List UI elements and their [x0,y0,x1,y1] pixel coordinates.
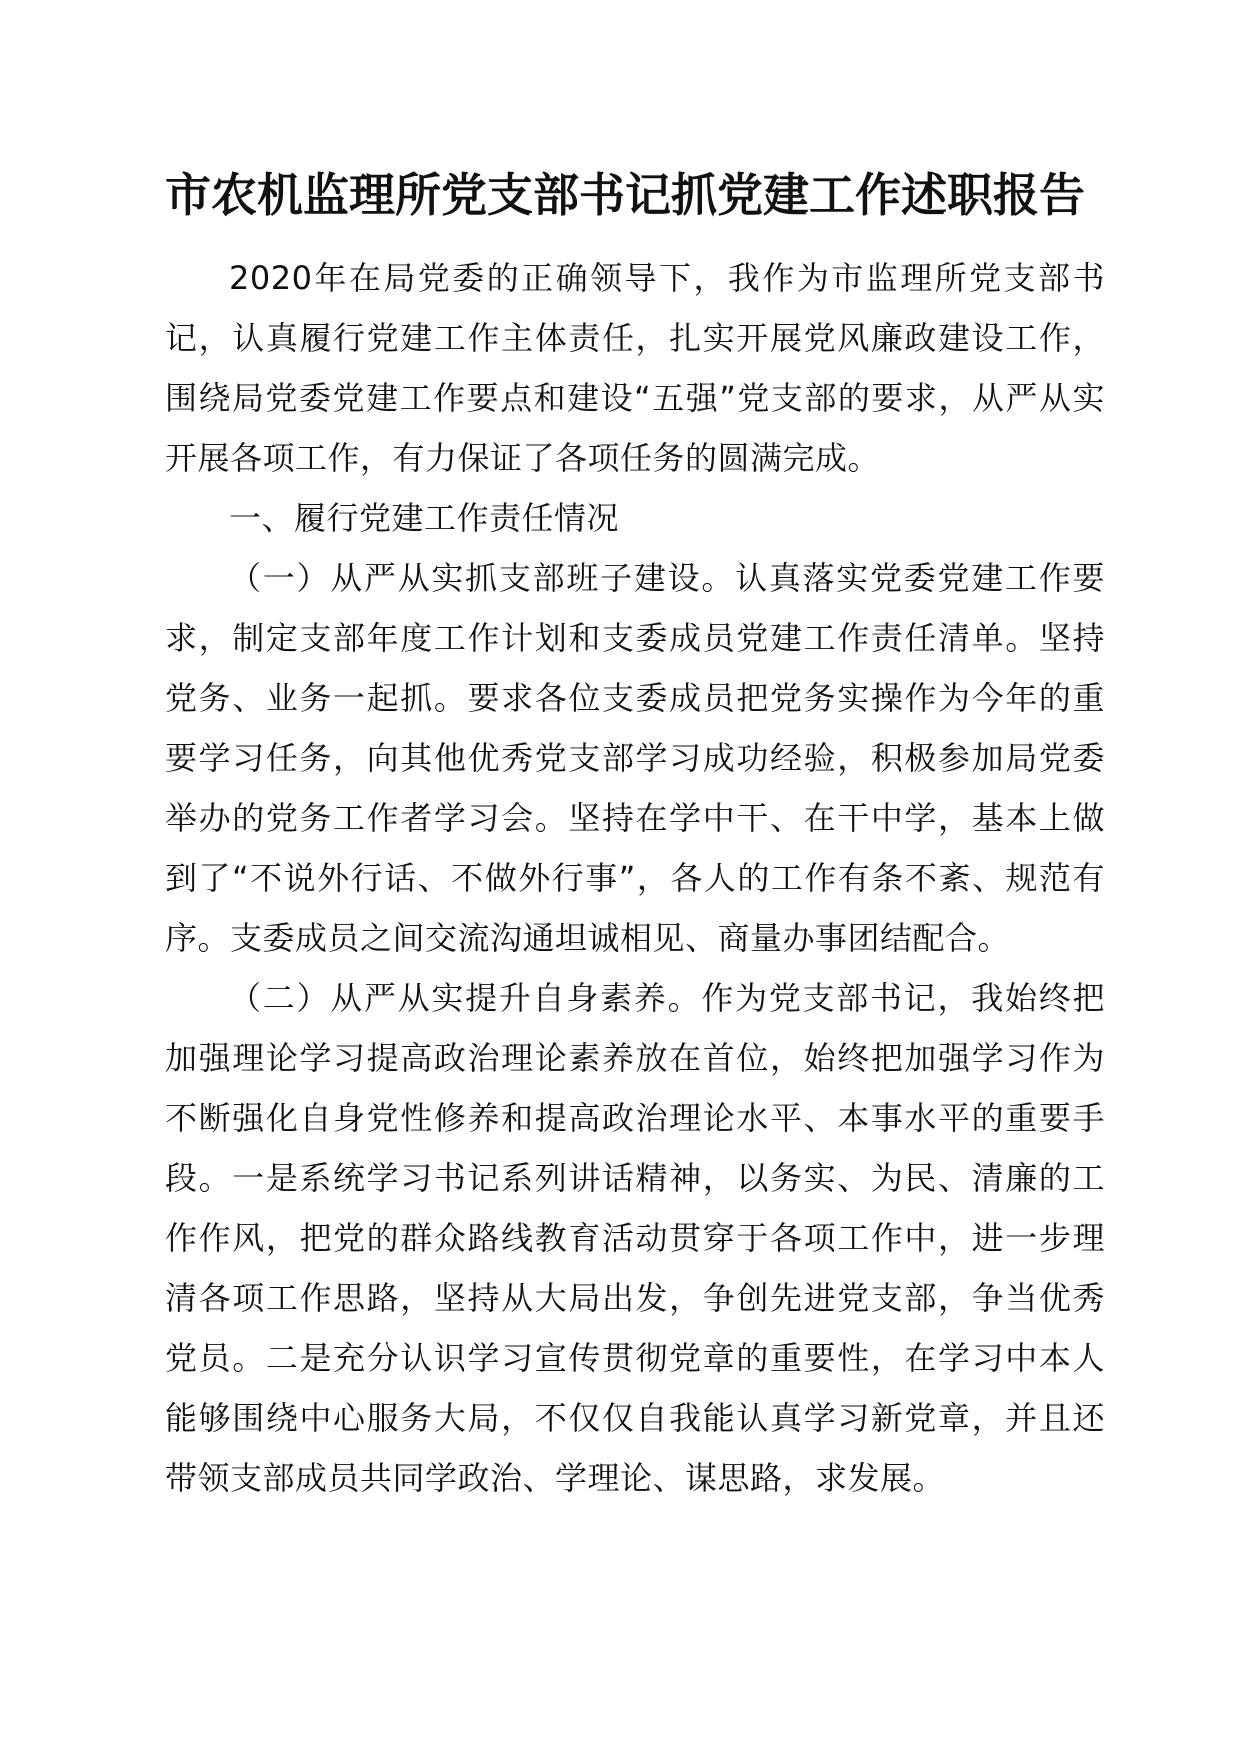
section-heading-1: 一、履行党建工作责任情况 [229,499,620,537]
paragraph-subsection-2: （二）从严从实提升自身素养。作为党支部书记，我始终把加强理论学习提高政治理论素养放在首位，始终把加强学习作为不断强化自身党性修养和提高政治理论水平、本事水平的重要手段。一是系统学习书记系列讲话精神，以务实、为民、清廉的工作作风，把党的群众路线教育活动贯穿于各项工作中，进一步理清各项工作思路，坚持从大局出发，争创先进党支部，争当优秀党员。二是充分认识学习宣传贯彻党章的重要性，在学习中本人能够围绕中心服务大局，不仅仅自我能认真学习新党章，并且还带领支部成员共同学政治、学理论、谋思路，求发展。 [165,979,1105,1497]
document-page [165,160,1105,1508]
paragraph-subsection-1: （一）从严从实抓支部班子建设。认真落实党委党建工作要求，制定支部年度工作计划和支委成员党建工作责任清单。坚持党务、业务一起抓。要求各位支委成员把党务实操作为今年的重要学习任务，向其他优秀党支部学习成功经验，积极参加局党委举办的党务工作者学习会。坚持在学中干、在干中学，基本上做到了“不说外行话、不做外行事”，各人的工作有条不紊、规范有序。支委成员之间交流沟通坦诚相见、商量办事团结配合。 [165,559,1105,957]
paragraph-intro: 2020年在局党委的正确领导下，我作为市监理所党支部书记，认真履行党建工作主体责任，扎实开展党风廉政建设工作，围绕局党委党建工作要点和建设“五强”党支部的要求，从严从实开展各项工作，有力保证了各项任务的圆满完成。 [165,259,1105,477]
document-title: 市农机监理所党支部书记抓党建工作述职报告 [165,168,1085,222]
